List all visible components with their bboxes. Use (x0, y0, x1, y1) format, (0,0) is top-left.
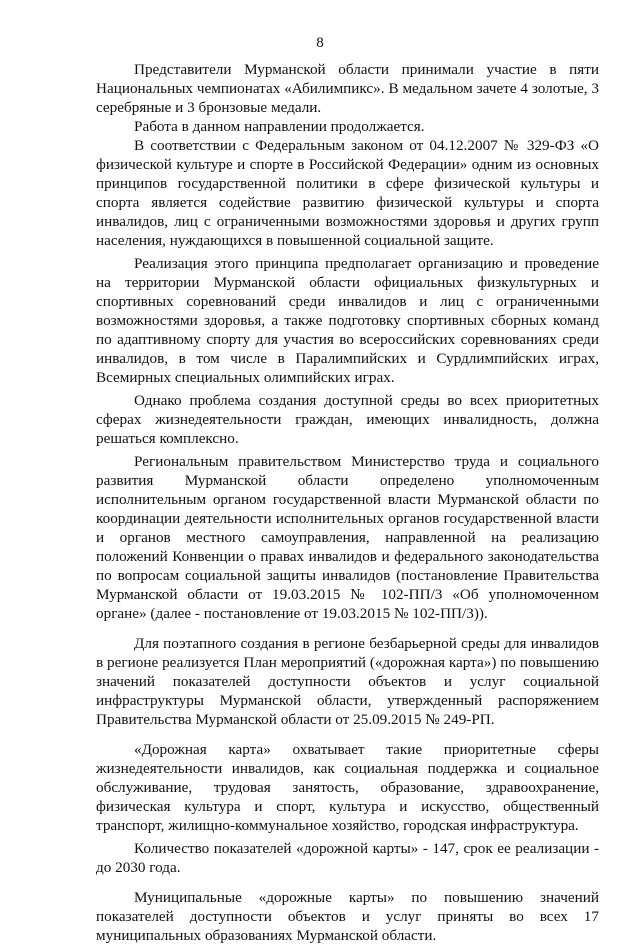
paragraph-federal-law: В соответствии с Федеральным законом от 04.12.2007 № 329-ФЗ «О физической культуре и спорте в Российской Федерации» одним из основных принципов государственной политики в сфере физической культуры и спорта является содействие развитию физической культуры и спорта инвалидов, лиц с ограниченными возможностями здоровья и других групп населения, нуждающихся в повышенной социальной защите. (96, 137, 599, 249)
paragraph-abilympics: Представители Мурманской области принимали участие в пяти Национальных чемпионатах «Абилимпикс». В медальном зачете 4 золотые, 3 серебряные и 3 бронзовые медали. (96, 61, 599, 116)
paragraph-municipal-roadmaps: Муниципальные «дорожные карты» по повышению значений показателей доступности объектов и услуг приняты во всех 17 муниципальных образованиях Мурманской области. (96, 889, 599, 944)
paragraph-roadmap-scope: «Дорожная карта» охватывает такие приоритетные сферы жизнедеятельности инвалидов, как социальная поддержка и социальное обслуживание, трудовая занятость, образование, здравоохранение, физическая культура и спорт, культура и искусство, общественный транспорт, жилищно-коммунальное хозяйство, городская инфраструктура. (96, 741, 599, 834)
paragraph-principle-implementation: Реализация этого принципа предполагает организацию и проведение на территории Мурманской области официальных физкультурных и спортивных соревнований среди инвалидов и лиц с ограниченными возможностями здоровья, а также подготовку спортивных сборных команд по адаптивному спорту для участия во всероссийских соревнованиях среди инвалидов, в том числе в Паралимпийских и Сурдлимпийских играх, Всемирных специальных олимпийских играх. (96, 255, 599, 386)
paragraph-ministry-authorized: Региональным правительством Министерство труда и социального развития Мурманской области определено уполномоченным исполнительным органом государственной власти Мурманской области по координации деятельности исполнительных органов государственной власти и органов местного самоуправления, направленной на реализацию положений Конвенции о правах инвалидов и федерального законодательства по вопросам социальной защиты инвалидов (постановление Правительства Мурманской области от 19.03.2015 № 102-ПП/3 «Об уполномоченном органе» (далее - постановление от 19.03.2015 № 102-ПП/3)). (96, 453, 599, 622)
paragraph-work-continues: Работа в данном направлении продолжается. (134, 118, 425, 135)
paragraph-indicators-count: Количество показателей «дорожной карты» - 147, срок ее реализации - до 2030 года. (96, 840, 599, 876)
page-number: 8 (316, 35, 324, 51)
paragraph-roadmap-plan: Для поэтапного создания в регионе безбарьерной среды для инвалидов в регионе реализуется План мероприятий («дорожная карта») по повышению значений показателей доступности объектов и услуг социальной инфраструктуры Мурманской области, утвержденный распоряжением Правительства Мурманской области от 25.09.2015 № 249-РП. (96, 635, 599, 728)
paragraph-accessible-environment: Однако проблема создания доступной среды во всех приоритетных сферах жизнедеятельности граждан, имеющих инвалидность, должна решаться комплексно. (96, 392, 599, 447)
document-body (96, 60, 599, 945)
